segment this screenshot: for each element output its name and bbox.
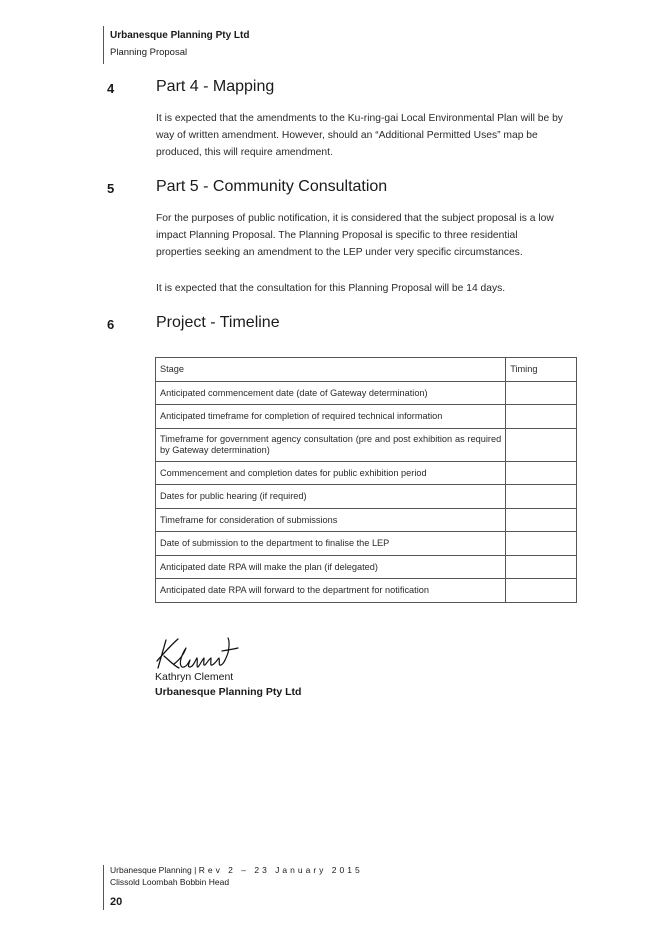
table-cell-timing	[506, 381, 577, 405]
table-row	[156, 555, 577, 579]
section-number: 4	[107, 81, 115, 96]
table-row	[156, 461, 577, 485]
signatory-name: Kathryn Clement	[155, 671, 234, 683]
table-row	[156, 381, 577, 405]
table-cell-stage: Date of submission to the department to finalise the LEP	[156, 532, 506, 556]
section-title: Part 4 - Mapping	[156, 78, 275, 95]
table-header-row	[156, 358, 577, 382]
section-title: Part 5 - Community Consultation	[156, 178, 388, 195]
table-header-stage: Stage	[156, 358, 506, 382]
table-cell-stage: Anticipated commencement date (date of Gateway determination)	[156, 381, 506, 405]
table-cell-stage: Anticipated timeframe for completion of required technical information	[156, 405, 506, 429]
footer-separator: |	[191, 865, 199, 875]
handwritten-signature	[152, 634, 242, 674]
timeline-table	[155, 357, 577, 603]
header-company: Urbanesque Planning Pty Ltd	[110, 30, 250, 41]
table-row	[156, 405, 577, 429]
table-row	[156, 428, 577, 461]
table-cell-stage: Timeframe for government agency consultation (pre and post exhibition as required by Gateway determination)	[156, 428, 506, 461]
table-row	[156, 485, 577, 509]
footer-line	[110, 865, 363, 875]
section-number: 6	[107, 317, 115, 332]
header-document-title: Planning Proposal	[110, 47, 188, 58]
table-cell-timing	[506, 579, 577, 603]
table-row	[156, 579, 577, 603]
footer-revision: Rev 2 – 23 January 2015	[198, 865, 363, 875]
table-cell-timing	[506, 428, 577, 461]
table-cell-timing	[506, 555, 577, 579]
table-row	[156, 532, 577, 556]
page-header	[103, 26, 249, 64]
paragraph: It is expected that the amendments to the Ku-ring-gai Local Environmental Plan will be by way of written amendment. However, should an “Additional Permitted Uses” map be produced, this will require amendment.	[156, 113, 563, 158]
page-number: 20	[110, 896, 123, 908]
footer-company: Urbanesque Planning	[110, 865, 192, 875]
table-cell-stage: Anticipated date RPA will forward to the department for notification	[156, 579, 506, 603]
table-cell-timing	[506, 461, 577, 485]
section-title: Project - Timeline	[156, 314, 280, 331]
table-cell-stage: Anticipated date RPA will make the plan (if delegated)	[156, 555, 506, 579]
table-cell-timing	[506, 405, 577, 429]
page-footer	[103, 865, 363, 910]
table-cell-stage: Commencement and completion dates for public exhibition period	[156, 461, 506, 485]
paragraph: It is expected that the consultation for this Planning Proposal will be 14 days.	[156, 283, 506, 294]
table-cell-stage: Dates for public hearing (if required)	[156, 485, 506, 509]
table-header-timing: Timing	[506, 358, 577, 382]
table-row	[156, 508, 577, 532]
table-cell-timing	[506, 532, 577, 556]
footer-project: Clissold Loombah Bobbin Head	[110, 877, 230, 887]
table-cell-timing	[506, 508, 577, 532]
section-number: 5	[107, 181, 115, 196]
paragraph: For the purposes of public notification, it is considered that the subject proposal is a low impact Planning Proposal. The Planning Proposal is specific to three residential properties seeking an amendment to the LEP under very specific circumstances.	[156, 213, 554, 258]
signatory-company: Urbanesque Planning Pty Ltd	[155, 686, 302, 698]
table-cell-timing	[506, 485, 577, 509]
table-cell-stage: Timeframe for consideration of submissions	[156, 508, 506, 532]
